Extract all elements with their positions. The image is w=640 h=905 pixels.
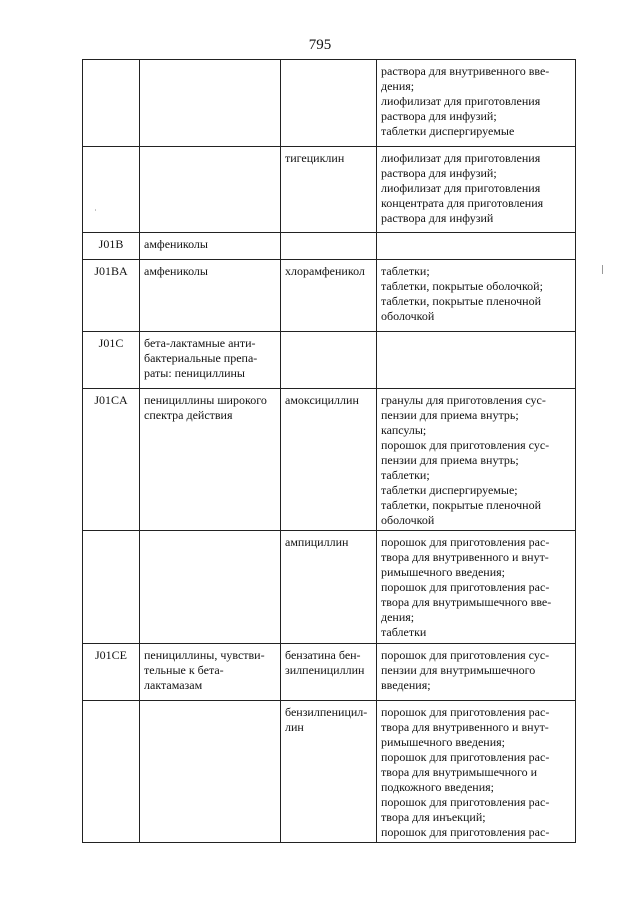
dosage-form-line: римышечного введения; [381,565,505,579]
dosage-form-line: твора для инъекций; [381,810,486,824]
dosage-form-line: раствора для внутривенного вве- [381,64,550,78]
scan-mark [602,265,603,274]
dosage-form-line: таблетки диспергируемые [381,124,515,138]
dosage-form-line: дения; [381,79,415,93]
drug-name-cell [281,60,377,147]
atc-code-cell [83,531,140,644]
atc-code-cell [83,147,140,233]
drug-name-line: бензатина бен- [285,648,361,662]
atc-code-cell [83,233,140,260]
dosage-form-line: раствора для инфузий; [381,109,497,123]
dosage-form-line: лиофилизат для приготовления [381,94,541,108]
group-text-line: раты: пенициллины [144,366,245,380]
drug-table [82,59,576,843]
drug-name-line: зилпенициллин [285,663,365,677]
anatomical-group-cell [140,701,281,843]
dosage-form-line: лиофилизат для приготовления [381,181,541,195]
drug-name-cell [281,233,377,260]
atc-code-cell [83,389,140,531]
dosage-form-line: подкожного введения; [381,780,494,794]
table-row [83,644,576,701]
group-text-line: амфениколы [144,264,208,278]
anatomical-group-cell [140,389,281,531]
table-row [83,147,576,233]
dosage-form-line: порошок для приготовления сус- [381,648,550,662]
scan-speck: ˙ [94,208,97,218]
drug-table-body [83,60,576,843]
dosage-form-line: твора для внутримышечного и [381,765,538,779]
atc-code-cell [83,332,140,389]
table-row [83,332,576,389]
dosage-form-line: капсулы; [381,423,427,437]
atc-code: J01CA [94,393,128,407]
group-text-line: тельные к бета- [144,663,224,677]
anatomical-group-cell [140,644,281,701]
dosage-form-line: гранулы для приготовления сус- [381,393,546,407]
drug-name-cell [281,701,377,843]
group-text-line: пенициллины, чувстви- [144,648,265,662]
dosage-forms-cell [377,260,576,332]
dosage-form-line: порошок для приготовления рас- [381,795,550,809]
dosage-form-line: оболочкой [381,513,435,527]
dosage-form-line: лиофилизат для приготовления [381,151,541,165]
drug-name-line: тигециклин [285,151,345,165]
dosage-forms-cell [377,644,576,701]
dosage-form-line: порошок для приготовления рас- [381,825,550,839]
dosage-form-line: порошок для приготовления сус- [381,438,550,452]
table-row [83,260,576,332]
table-row [83,389,576,531]
dosage-forms-cell [377,233,576,260]
dosage-form-line: порошок для приготовления рас- [381,705,550,719]
atc-code: J01BA [94,264,128,278]
dosage-form-line: таблетки диспергируемые; [381,483,518,497]
group-text-line: спектра действия [144,408,233,422]
dosage-forms-cell [377,389,576,531]
drug-name-cell [281,147,377,233]
table-row [83,531,576,644]
dosage-form-line: порошок для приготовления рас- [381,535,550,549]
drug-name-cell [281,644,377,701]
dosage-form-line: таблетки; [381,264,430,278]
dosage-form-line: таблетки, покрытые пленочной [381,294,542,308]
drug-name-cell [281,260,377,332]
dosage-form-line: раствора для инфузий [381,211,494,225]
dosage-form-line: введения; [381,678,431,692]
dosage-form-line: римышечного введения; [381,735,505,749]
anatomical-group-cell [140,60,281,147]
anatomical-group-cell [140,233,281,260]
atc-code: J01CE [94,648,127,662]
dosage-form-line: твора для внутривенного и внут- [381,720,549,734]
drug-name-cell [281,389,377,531]
dosage-form-line: твора для внутримышечного вве- [381,595,552,609]
page-number: 795 [308,37,332,53]
dosage-form-line: твора для внутривенного и внут- [381,550,549,564]
dosage-form-line: таблетки, покрытые оболочкой; [381,279,543,293]
anatomical-group-cell [140,332,281,389]
drug-name-line: бензилпеницил- [285,705,368,719]
anatomical-group-cell [140,147,281,233]
dosage-form-line: таблетки, покрытые пленочной [381,498,542,512]
drug-name-line: ампициллин [285,535,349,549]
group-text-line: бета-лактамные анти- [144,336,256,350]
dosage-form-line: порошок для приготовления рас- [381,580,550,594]
drug-name-line: хлорамфеникол [285,264,365,278]
group-text-line: пенициллины широкого [144,393,267,407]
group-text-line: лактамазам [144,678,203,692]
atc-code-cell [83,60,140,147]
drug-name-line: амоксициллин [285,393,359,407]
atc-code-cell [83,701,140,843]
table-row [83,60,576,147]
dosage-form-line: раствора для инфузий; [381,166,497,180]
dosage-form-line: пензии для приема внутрь; [381,408,519,422]
group-text-line: амфениколы [144,237,208,251]
atc-code-cell [83,644,140,701]
group-text-line: бактериальные препа- [144,351,258,365]
dosage-forms-cell [377,147,576,233]
dosage-form-line: оболочкой [381,309,435,323]
drug-name-cell [281,531,377,644]
dosage-form-line: таблетки; [381,468,430,482]
dosage-forms-cell [377,332,576,389]
atc-code-cell [83,260,140,332]
dosage-form-line: дения; [381,610,415,624]
dosage-form-line: таблетки [381,625,427,639]
table-row [83,701,576,843]
dosage-form-line: пензии для внутримышечного [381,663,536,677]
table-row [83,233,576,260]
drug-name-line: лин [285,720,304,734]
dosage-form-line: пензии для приема внутрь; [381,453,519,467]
anatomical-group-cell [140,531,281,644]
anatomical-group-cell [140,260,281,332]
drug-name-cell [281,332,377,389]
dosage-form-line: порошок для приготовления рас- [381,750,550,764]
dosage-forms-cell [377,531,576,644]
dosage-form-line: концентрата для приготовления [381,196,544,210]
dosage-forms-cell [377,60,576,147]
atc-code: J01B [98,237,124,251]
dosage-forms-cell [377,701,576,843]
atc-code: J01C [98,336,124,350]
